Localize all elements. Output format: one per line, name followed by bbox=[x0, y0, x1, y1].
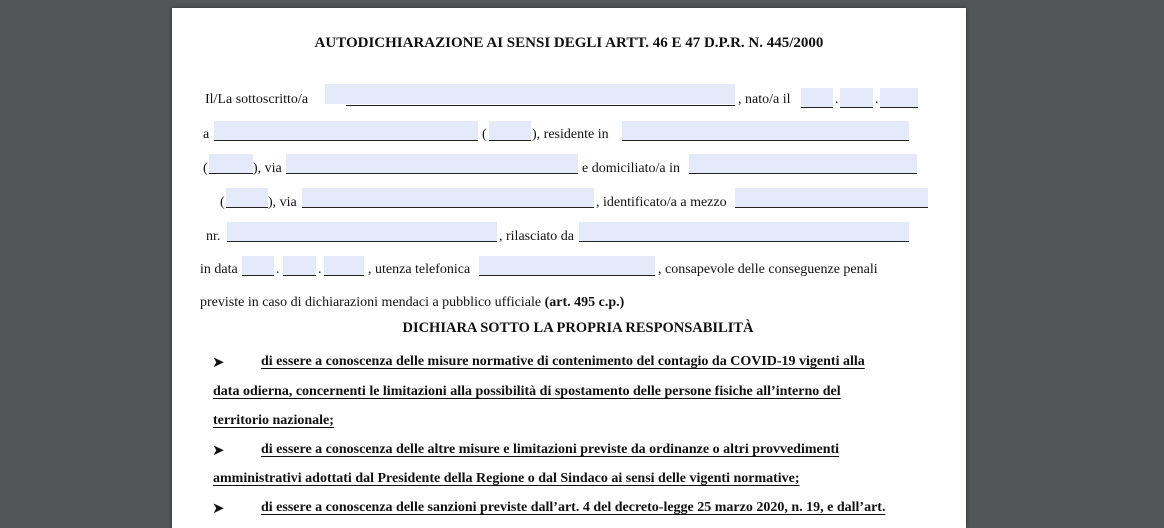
birth-day-field[interactable] bbox=[801, 88, 833, 108]
art495-label: (art. 495 c.p.) bbox=[544, 295, 625, 310]
label-nr: nr. bbox=[206, 229, 221, 244]
bullet-arrow-icon: ➤ bbox=[212, 353, 225, 371]
label-domiciliato: e domiciliato/a in bbox=[582, 161, 680, 176]
paren-open: ( bbox=[203, 161, 208, 176]
label-sottoscritto: Il/La sottoscritto/a bbox=[205, 92, 309, 107]
bullet-1-line-2: data odierna, concernenti le limitazioni alla possibilità di spostamento delle persone fisiche all’interno del bbox=[213, 384, 841, 399]
residence-street-field[interactable] bbox=[286, 154, 578, 174]
bullet-arrow-icon: ➤ bbox=[212, 499, 225, 517]
document-page bbox=[172, 8, 966, 528]
domicile-field[interactable] bbox=[689, 154, 917, 174]
issue-day-field[interactable] bbox=[242, 256, 274, 276]
birth-year-field[interactable] bbox=[880, 88, 918, 108]
issued-by-field[interactable] bbox=[579, 222, 909, 242]
residence-province-field[interactable] bbox=[209, 154, 253, 174]
issue-year-field[interactable] bbox=[324, 256, 364, 276]
paren-open: ( bbox=[482, 127, 487, 142]
bullet-1-line-1: di essere a conoscenza delle misure normative di contenimento del contagio da COVID-19 vigenti alla bbox=[261, 354, 865, 369]
label-rilasciato: , rilasciato da bbox=[499, 229, 575, 244]
bullet-2-line-2: amministrativi adottati dal Presidente della Regione o dal Sindaco ai sensi delle vigenti normative; bbox=[213, 471, 800, 486]
paren-open: ( bbox=[220, 195, 225, 210]
birth-month-field[interactable] bbox=[840, 88, 873, 108]
previste-text bbox=[200, 295, 624, 311]
declaration-heading: DICHIARA SOTTO LA PROPRIA RESPONSABILITÀ bbox=[402, 320, 754, 336]
bullet-1-line-3: territorio nazionale; bbox=[213, 413, 334, 428]
phone-field[interactable] bbox=[479, 256, 655, 276]
label-via: ), via bbox=[253, 161, 282, 176]
birth-province-field[interactable] bbox=[489, 121, 531, 141]
date-separator: . bbox=[276, 262, 280, 277]
label-residente: ), residente in bbox=[532, 127, 609, 142]
domicile-street-field[interactable] bbox=[302, 188, 594, 208]
label-in-data: in data bbox=[200, 262, 238, 277]
label-consapevole: , consapevole delle conseguenze penali bbox=[658, 262, 878, 277]
bullet-3-line-1: di essere a conoscenza delle sanzioni previste dall’art. 4 del decreto-legge 25 marzo 2020, n. 19, e dall’art. bbox=[261, 500, 886, 515]
residence-field[interactable] bbox=[622, 121, 909, 141]
birthplace-field[interactable] bbox=[214, 121, 478, 141]
label-via: ), via bbox=[268, 195, 297, 210]
previste-label: previste in caso di dichiarazioni mendaci a pubblico ufficiale bbox=[200, 295, 545, 310]
bullet-arrow-icon: ➤ bbox=[212, 441, 225, 459]
date-separator: . bbox=[318, 262, 322, 277]
label-utenza: , utenza telefonica bbox=[368, 262, 471, 277]
domicile-province-field[interactable] bbox=[226, 188, 268, 208]
label-a: a bbox=[203, 127, 210, 142]
name-field[interactable] bbox=[346, 86, 735, 106]
issue-month-field[interactable] bbox=[283, 256, 316, 276]
label-identificato: , identificato/a a mezzo bbox=[596, 195, 727, 210]
id-document-field[interactable] bbox=[735, 188, 928, 208]
bullet-2-line-1: di essere a conoscenza delle altre misure e limitazioni previste da ordinanze o altri provvedimenti bbox=[261, 442, 840, 457]
document-title: AUTODICHIARAZIONE AI SENSI DEGLI ARTT. 46 E 47 D.P.R. N. 445/2000 bbox=[314, 35, 824, 51]
document-number-field[interactable] bbox=[227, 222, 497, 242]
label-nato: , nato/a il bbox=[738, 92, 791, 107]
date-separator: . bbox=[875, 92, 879, 107]
date-separator: . bbox=[835, 92, 839, 107]
